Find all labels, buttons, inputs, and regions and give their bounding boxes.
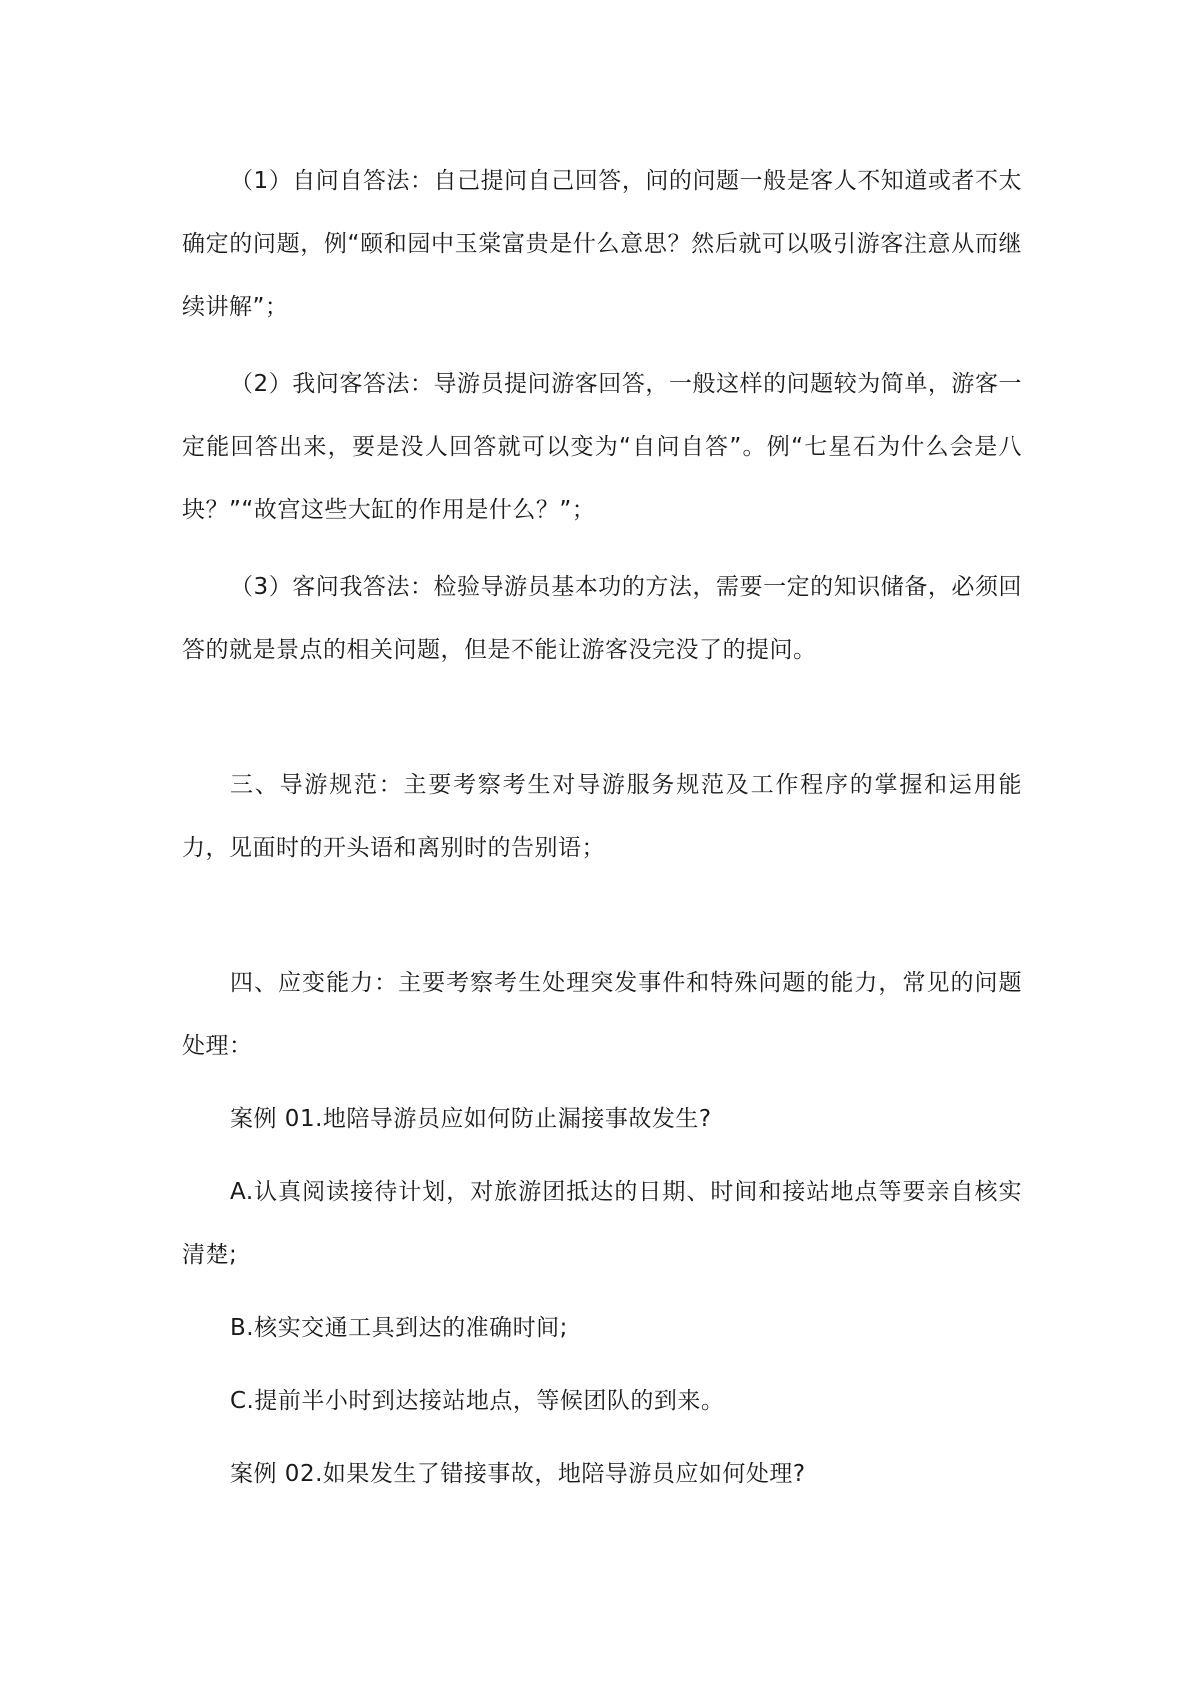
spacer <box>182 1151 1022 1161</box>
spacer <box>182 542 1022 556</box>
spacer <box>182 1360 1022 1370</box>
spacer <box>182 339 1022 353</box>
paragraph-method-1: （1）自问自答法：自己提问自己回答，问的问题一般是客人不知道或者不太确定的问题，例“颐和园中玉棠富贵是什么意思？然后就可以吸引游客注意从而继续讲解”； <box>182 168 1022 320</box>
spacer <box>182 880 1022 952</box>
paragraph-case-01-c: C.提前半小时到达接站地点，等候团队的到来。 <box>230 1388 725 1414</box>
paragraph-section-3: 三、导游规范：主要考察考生对导游服务规范及工作程序的掌握和运用能力，见面时的开头语和离别时的告别语； <box>182 772 1022 861</box>
spacer <box>182 1433 1022 1443</box>
spacer <box>182 1078 1022 1088</box>
paragraph-case-01-a: A.认真阅读接待计划，对旅游团抵达的日期、时间和接站地点等要亲自核实清楚; <box>182 1179 1022 1268</box>
paragraph-section-4: 四、应变能力：主要考察考生处理突发事件和特殊问题的能力，常见的问题处理： <box>182 970 1022 1059</box>
paragraph-method-2: （2）我问客答法：导游员提问游客回答，一般这样的问题较为简单，游客一定能回答出来，要是没人回答就可以变为“自问自答”。例“七星石为什么会是八块？”“故宫这些大缸的作用是什么？”； <box>182 371 1022 523</box>
document-body <box>182 150 1022 1506</box>
paragraph-case-01-b: B.核实交通工具到达的准确时间; <box>230 1315 568 1341</box>
spacer <box>182 1287 1022 1297</box>
paragraph-case-01: 案例 01.地陪导游员应如何防止漏接事故发生? <box>230 1106 712 1132</box>
spacer <box>182 682 1022 754</box>
paragraph-method-3: （3）客问我答法：检验导游员基本功的方法，需要一定的知识储备，必须回答的就是景点的相关问题，但是不能让游客没完没了的提问。 <box>182 574 1022 663</box>
paragraph-case-02: 案例 02.如果发生了错接事故，地陪导游员应如何处理? <box>230 1461 806 1487</box>
